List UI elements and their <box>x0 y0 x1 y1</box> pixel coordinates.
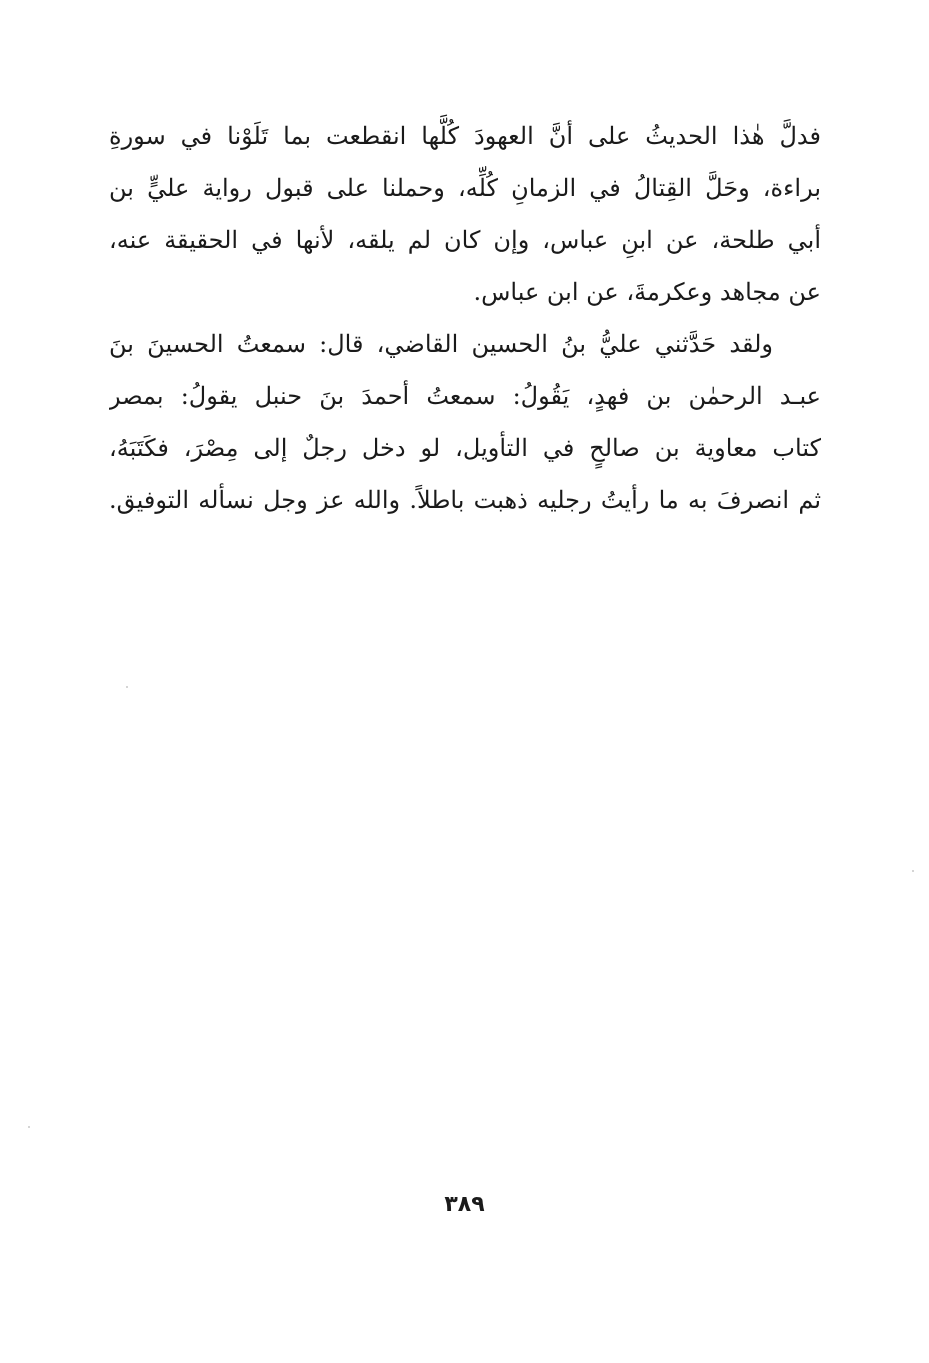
paragraph-1 <box>109 110 821 318</box>
text-line: براءة، وحَلَّ القِتالُ في الزمانِ كُلِّه، وحملنا على قبول رواية عليٍّ بن <box>109 174 821 202</box>
text-line: عن مجاهد وعكرمةَ، عن ابن عباس. <box>473 278 821 306</box>
page-number: ٣٨٩ <box>444 1192 485 1217</box>
paragraph-2 <box>109 318 821 526</box>
text-line: أبي طلحة، عن ابنِ عباس، وإن كان لم يلقه، لأنها في الحقيقة عنه، <box>109 226 821 254</box>
scan-speck <box>28 1126 30 1128</box>
scan-speck <box>126 686 128 688</box>
scan-speck <box>912 870 914 872</box>
text-line: عبـد الرحمٰن بن فهدٍ، يَقُولُ: سمعتُ أحمدَ بنَ حنبل يقولُ: بمصر <box>109 382 821 410</box>
text-line: كتاب معاوية بن صالحٍ في التأويل، لو دخل رجلٌ إلى مِصْرَ، فكَتَبَهُ، <box>109 434 821 462</box>
text-line: فدلَّ هٰذا الحديثُ على أنَّ العهودَ كُلَّها انقطعت بما تَلَوْنا في سورةِ <box>109 122 821 150</box>
text-line: ثم انصرفَ به ما رأيتُ رجليه ذهبت باطلاً. والله عز وجل نسأله التوفيق. <box>109 486 821 514</box>
text-line: ولقد حَدَّثني عليُّ بنُ الحسين القاضي، قال: سمعتُ الحسينَ بنَ <box>109 330 773 358</box>
